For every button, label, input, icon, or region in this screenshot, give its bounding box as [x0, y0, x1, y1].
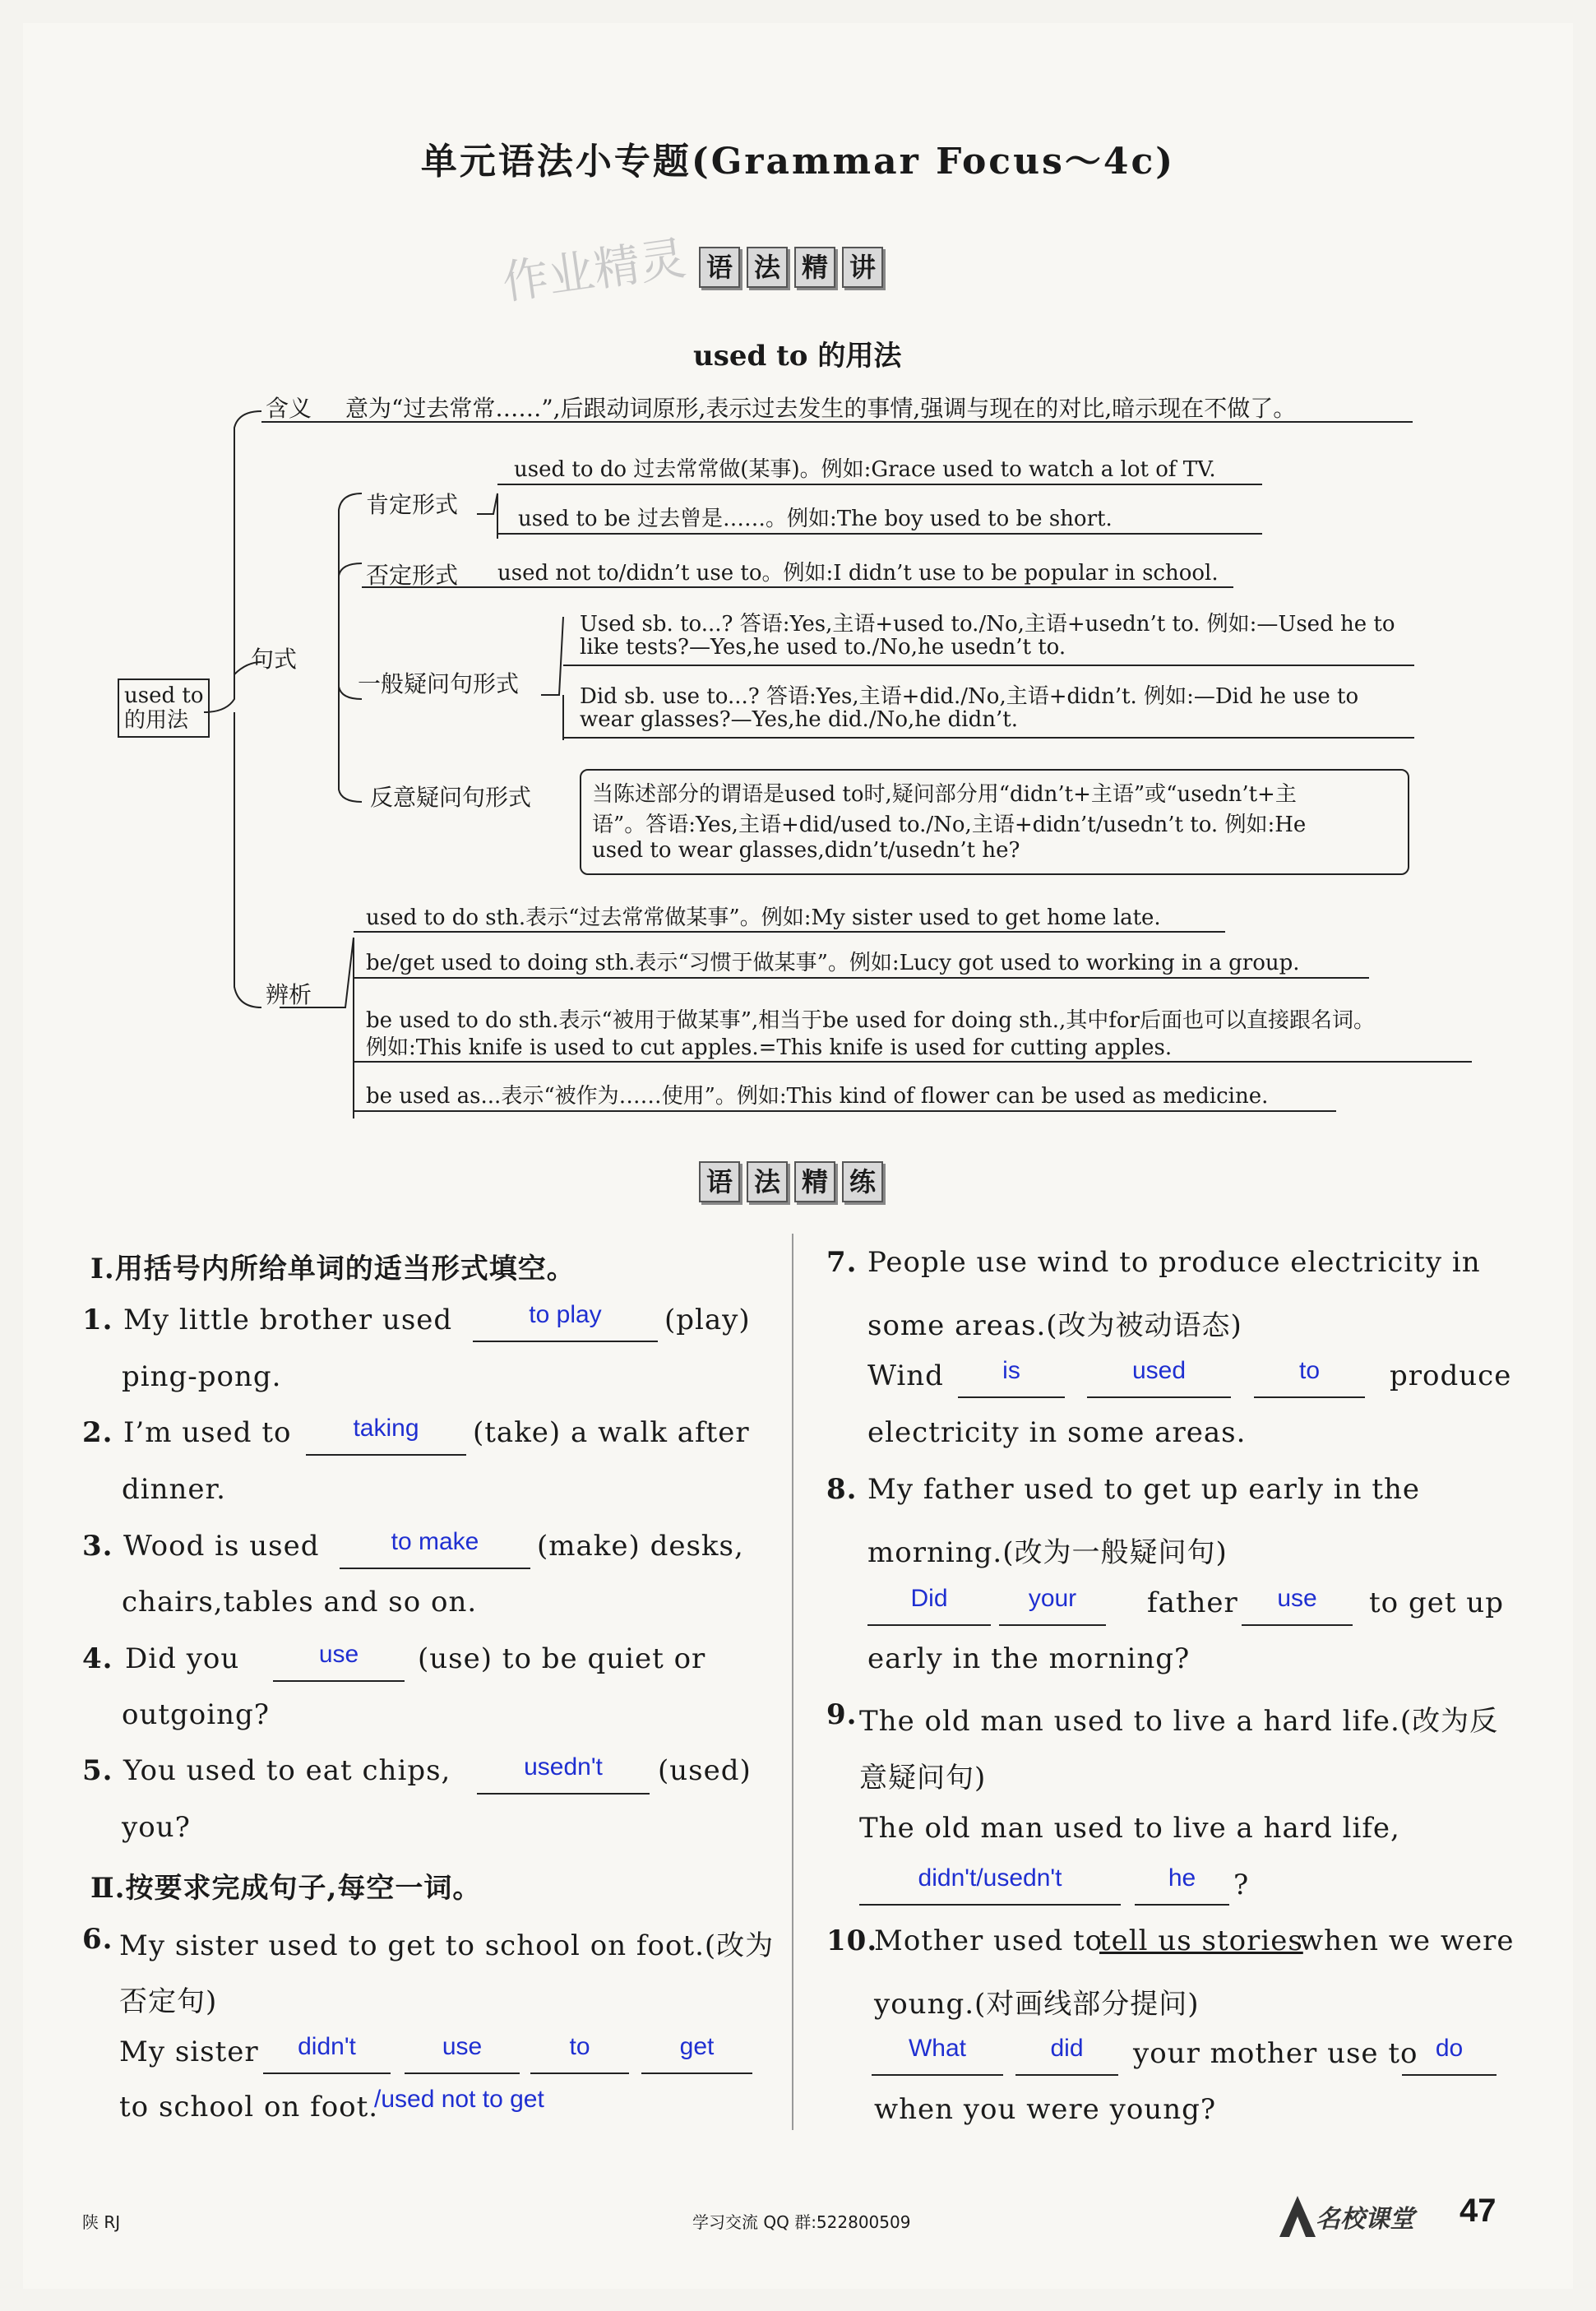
answer-text: didn't/usedn't [918, 1864, 1062, 1892]
column-divider [792, 1234, 793, 2130]
rule [354, 977, 1369, 979]
answer-blank[interactable] [1242, 1624, 1353, 1626]
answer-blank[interactable] [405, 2072, 520, 2074]
q-text: My sister [119, 2035, 259, 2068]
q-text: Mother used to [874, 1924, 1103, 1957]
section-tag-grammar-practice [699, 1161, 883, 1202]
page-number: 47 [1460, 2193, 1497, 2229]
answer-blank[interactable] [999, 1624, 1106, 1626]
part1-title: Ⅰ.用括号内所给单词的适当形式填空。 [90, 1253, 576, 1285]
tag-char: 法 [747, 247, 788, 288]
q-text: 意疑问句) [859, 1762, 987, 1795]
q-text: 否定句) [119, 1985, 218, 2018]
q-number: 1. [82, 1304, 113, 1336]
answer-text: didn't [298, 2033, 356, 2060]
meaning-label: 含义 [266, 395, 312, 422]
q-text: young.(对画线部分提问) [874, 1988, 1200, 2021]
q-text: your mother use to [1133, 2037, 1418, 2070]
q-text: My little brother used [123, 1304, 453, 1336]
answer-text: Did [910, 1585, 948, 1612]
negative-text: used not to/didn’t use to。例如:I didn’t use to be popular in school. [497, 561, 1219, 586]
rule [563, 665, 1414, 666]
q-text: ping-pong. [122, 1360, 282, 1393]
analysis-item: be/get used to doing sth.表示“习惯于做某事”。例如:Lucy got used to working in a group. [366, 951, 1300, 975]
answer-text: /used not to get [374, 2086, 544, 2113]
analysis-item: used to do sth.表示“过去常常做某事”。例如:My sister used to get home late. [366, 905, 1161, 930]
rule [354, 1110, 1336, 1112]
rule [563, 737, 1414, 739]
q-number: 4. [82, 1642, 113, 1675]
tag-char: 精 [794, 247, 835, 288]
q-text: Did you [125, 1642, 240, 1675]
answer-text: What [908, 2035, 967, 2062]
question-item-line: like tests?—Yes,he used to./No,he usedn’t to. [580, 635, 1066, 660]
q-text: father [1147, 1586, 1238, 1619]
pattern-label: 句式 [251, 646, 298, 673]
q-hint: (take) a walk after [473, 1416, 750, 1449]
q-text: ? [1233, 1869, 1250, 1901]
watermark: 作业精灵 [499, 231, 690, 311]
question-item-line: wear glasses?—Yes,he did./No,he didn’t. [580, 707, 1018, 732]
brand-name: 名校课堂 [1316, 2205, 1414, 2234]
answer-blank[interactable] [273, 1680, 405, 1682]
answer-text: use [318, 1641, 359, 1668]
root-line: used to [124, 683, 204, 708]
answer-text: to make [391, 1528, 479, 1555]
q-text: chairs,tables and so on. [122, 1586, 478, 1619]
analysis-item: 例如:This knife is used to cut apples.=This knife is used for cutting apples. [366, 1035, 1173, 1060]
mindmap-root [118, 678, 210, 738]
brand-logo-icon [1273, 2192, 1322, 2241]
affirm-item: used to be 过去曾是……。例如:The boy used to be short. [518, 507, 1113, 531]
q-number: 6. [82, 1923, 113, 1956]
answer-blank[interactable] [306, 1454, 466, 1456]
q-number: 2. [82, 1416, 113, 1449]
mindmap-heading: used to 的用法 [693, 340, 902, 373]
footer-qq-group: 学习交流 QQ 群:522800509 [692, 2212, 911, 2232]
q-number: 3. [82, 1530, 113, 1563]
answer-blank[interactable] [641, 2072, 752, 2074]
affirm-label: 肯定形式 [366, 491, 459, 518]
part2-title: Ⅱ.按要求完成句子,每空一词。 [90, 1872, 482, 1905]
answer-text: do [1435, 2035, 1464, 2062]
answer-text: use [442, 2033, 483, 2060]
answer-text: your [1028, 1585, 1077, 1612]
meaning-text: 意为“过去常常……”,后跟动词原形,表示过去发生的事情,强调与现在的对比,暗示现在不做了。 [345, 395, 1297, 422]
tag-char: 精 [794, 1161, 835, 1202]
brand-logo [1273, 2192, 1425, 2241]
rule [261, 421, 1413, 423]
q-number: 7. [826, 1246, 858, 1279]
q-text: outgoing? [122, 1698, 271, 1731]
q-text: produce [1390, 1359, 1512, 1392]
q-number: 8. [826, 1473, 858, 1506]
tagq-line: 当陈述部分的谓语是used to时,疑问部分用“didn’t+主语”或“usedn’t+主 [592, 782, 1297, 807]
q-text: you? [122, 1811, 191, 1844]
q-text: when we were [1299, 1924, 1515, 1957]
answer-blank[interactable] [1135, 1904, 1229, 1906]
page-title: 单元语法小专题(Grammar Focus～4c) [420, 141, 1176, 183]
answer-text: he [1168, 1864, 1196, 1892]
q-number: 5. [82, 1754, 113, 1787]
q-hint: (play) [664, 1304, 751, 1336]
answer-text: is [1002, 1357, 1020, 1384]
answer-text: usedn't [524, 1753, 603, 1781]
q-text: some areas.(改为被动语态) [867, 1309, 1242, 1342]
answer-blank[interactable] [340, 1568, 530, 1569]
tagq-line: 语”。答语:Yes,主语+did/used to./No,主语+didn’t/usedn’t to. 例如:He [592, 813, 1307, 837]
q-text: I’m used to [123, 1416, 292, 1449]
q-text: You used to eat chips, [123, 1754, 451, 1787]
question-item-line: Used sb. to...? 答语:Yes,主语+used to./No,主语+usedn’t to. 例如:—Used he to [580, 612, 1395, 637]
q-text: early in the morning? [867, 1642, 1191, 1675]
answer-text: used [1131, 1357, 1187, 1384]
rule [497, 533, 1262, 535]
answer-blank[interactable] [473, 1341, 658, 1342]
root-line: 的用法 [124, 708, 189, 733]
q-text: People use wind to produce electricity in [867, 1246, 1481, 1279]
q-text: My sister used to get to school on foot.(改为 [119, 1929, 775, 1962]
answer-blank[interactable] [263, 2072, 391, 2074]
answer-blank[interactable] [867, 1624, 991, 1626]
affirm-item: used to do 过去常常做(某事)。例如:Grace used to watch a lot of TV. [514, 457, 1216, 482]
q-number: 10. [826, 1924, 878, 1957]
answer-blank[interactable] [1015, 2074, 1118, 2076]
q-hint: (make) desks, [537, 1530, 744, 1563]
rule [497, 484, 1262, 485]
q-hint: (used) [658, 1754, 752, 1787]
rule [354, 931, 1225, 933]
answer-blank[interactable] [530, 2072, 629, 2074]
answer-blank[interactable] [477, 1793, 650, 1795]
answer-blank[interactable] [1087, 1396, 1231, 1398]
q-hint: (use) to be quiet or [418, 1642, 706, 1675]
q-text: to get up [1369, 1586, 1504, 1619]
rule [354, 1061, 1472, 1063]
tag-char: 讲 [842, 247, 883, 288]
question-label: 一般疑问句形式 [358, 670, 520, 697]
q-text: The old man used to live a hard life, [859, 1812, 1400, 1845]
q-number: 9. [826, 1698, 858, 1731]
tag-char: 语 [699, 1161, 740, 1202]
answer-text: use [1277, 1585, 1317, 1612]
footer-edition: 陕 RJ [82, 2212, 121, 2232]
q-text: The old man used to live a hard life.(改为反 [859, 1705, 1499, 1738]
negative-label: 否定形式 [366, 562, 459, 589]
tag-char: 练 [842, 1161, 883, 1202]
answer-text: to [569, 2033, 590, 2060]
analysis-item: be used as...表示“被作为……使用”。例如:This kind of flower can be used as medicine. [366, 1084, 1269, 1109]
q-text: to school on foot. [119, 2091, 379, 2123]
answer-text: get [679, 2033, 715, 2060]
question-item-line: Did sb. use to...? 答语:Yes,主语+did./No,主语+didn’t. 例如:—Did he use to [580, 684, 1359, 709]
analysis-item: be used to do sth.表示“被用于做某事”,相当于be used for doing sth.,其中for后面也可以直接跟名词。 [366, 1008, 1375, 1033]
q-text-underlined: tell us stories [1099, 1924, 1303, 1957]
answer-text: did [1050, 2035, 1084, 2062]
tag-char: 法 [747, 1161, 788, 1202]
q-text: dinner. [122, 1473, 226, 1506]
rule [362, 586, 1233, 588]
tagq-label: 反意疑问句形式 [370, 784, 532, 811]
answer-blank[interactable] [1402, 2074, 1497, 2076]
analysis-label: 辨析 [266, 981, 312, 1008]
q-text: electricity in some areas. [867, 1416, 1247, 1449]
q-text: morning.(改为一般疑问句) [867, 1536, 1228, 1569]
tagq-line: used to wear glasses,didn’t/usedn’t he? [592, 838, 1020, 863]
answer-blank[interactable] [859, 1904, 1121, 1906]
q-text: when you were young? [874, 2093, 1217, 2126]
answer-blank[interactable] [1254, 1396, 1365, 1398]
tag-char: 语 [699, 247, 740, 288]
answer-text: taking [353, 1415, 419, 1442]
answer-blank[interactable] [958, 1396, 1065, 1398]
answer-text: to play [529, 1301, 602, 1328]
answer-text: to [1298, 1357, 1321, 1384]
q-text: Wood is used [123, 1530, 320, 1563]
q-text: Wind [867, 1359, 944, 1392]
answer-blank[interactable] [872, 2074, 1003, 2076]
q-text: My father used to get up early in the [867, 1473, 1421, 1506]
